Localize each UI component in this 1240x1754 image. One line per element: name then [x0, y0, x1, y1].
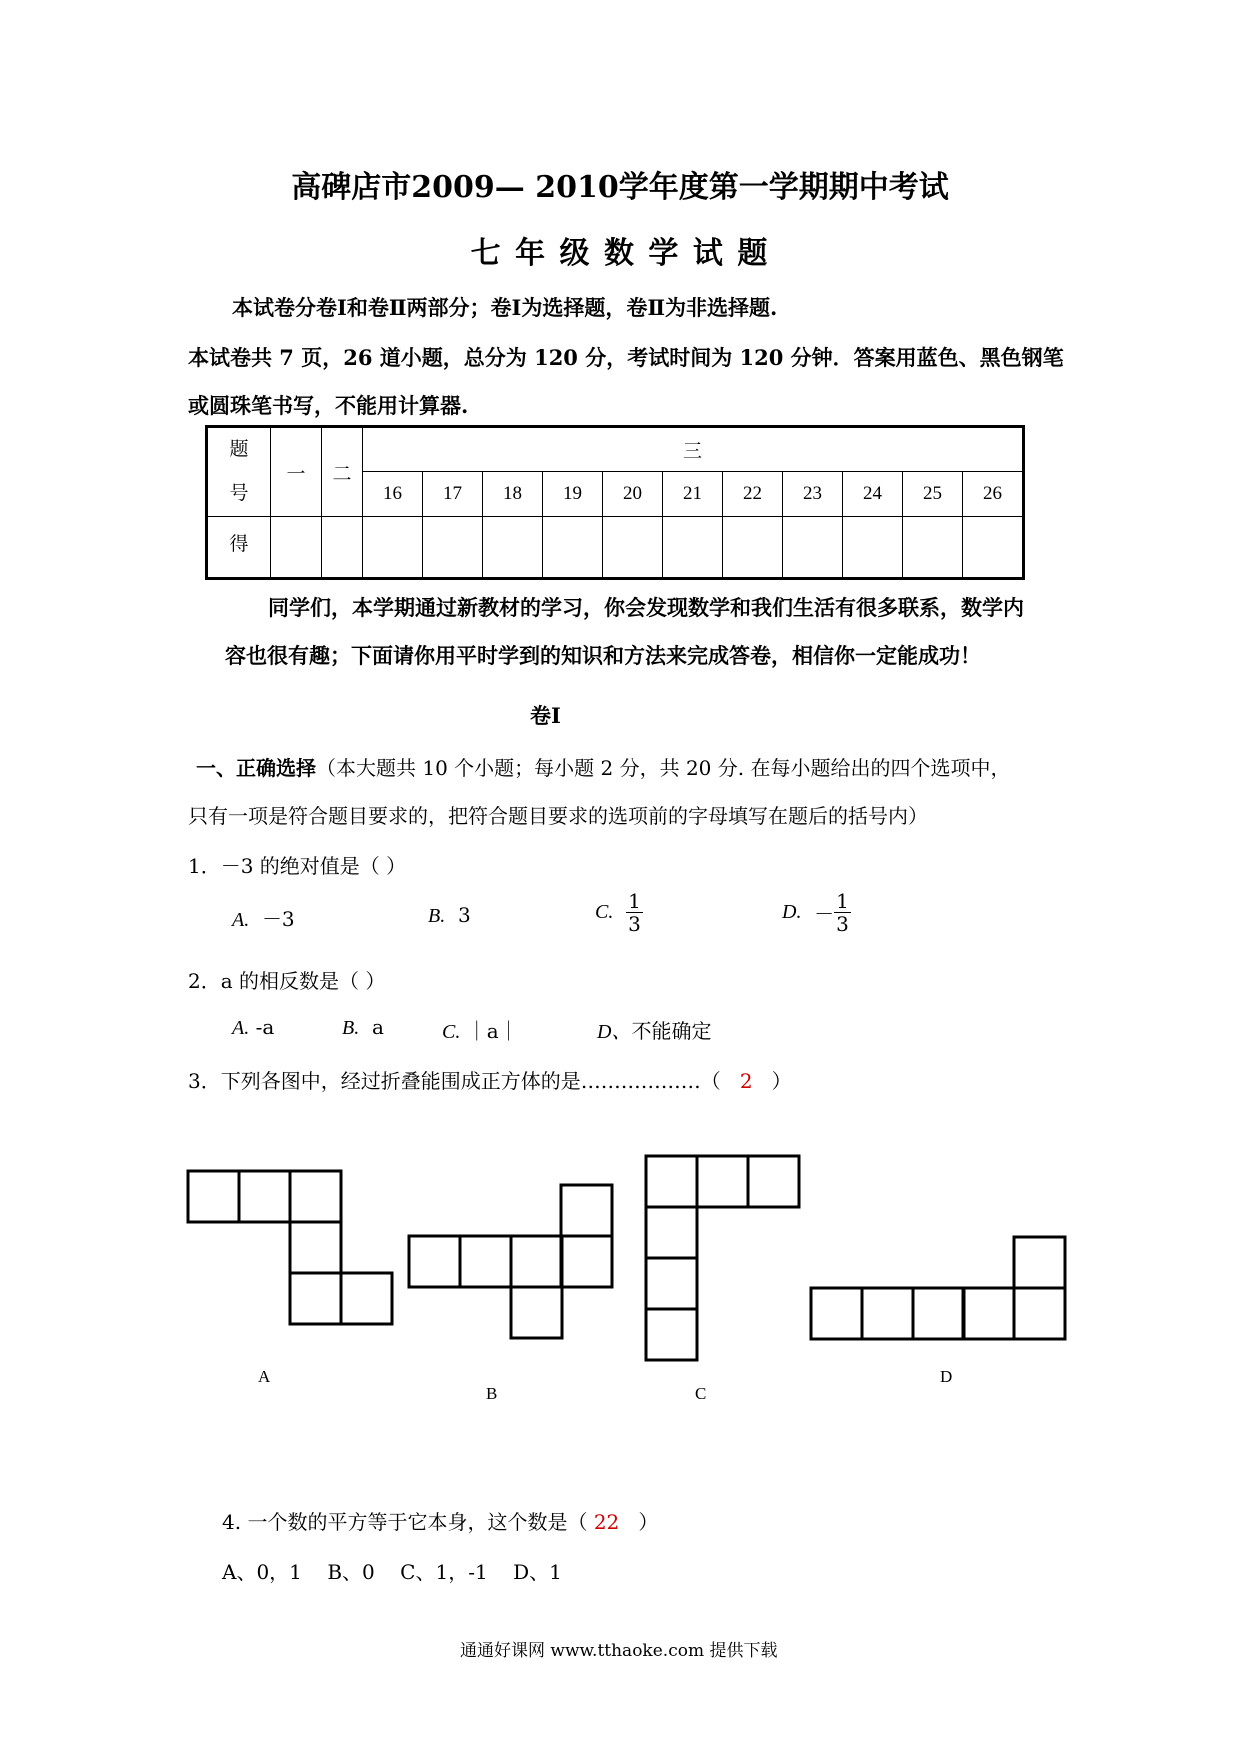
score-table-section-three: 三: [363, 427, 1024, 472]
score-table-number: 26: [963, 472, 1024, 517]
q1-option-a-label: A.: [232, 909, 250, 931]
cube-net-b: [409, 1185, 612, 1338]
encourage-line-2: 容也很有趣；下面请你用平时学到的知识和方法来完成答卷，相信你一定能成功！: [225, 643, 981, 668]
score-table-label-mid: 号: [229, 483, 249, 504]
section1-desc-2: 只有一项是符合题目要求的，把符合题目要求的选项前的字母填写在题后的括号内）: [188, 804, 928, 828]
q3-stem: 3．下列各图中，经过折叠能围成正方体的是………………（: [188, 1069, 721, 1093]
score-table-score-label: 得: [207, 517, 271, 579]
intro-line-1: 本试卷分卷Ⅰ和卷Ⅱ两部分；卷Ⅰ为选择题，卷Ⅱ为非选择题.: [232, 295, 778, 320]
q1-option-d-denominator: 3: [836, 912, 849, 936]
section1-heading: 一、正确选择: [196, 756, 316, 780]
score-table-number: 22: [723, 472, 783, 517]
score-table-section-one: 一: [271, 427, 322, 517]
q4-options: A、0，1 B、0 C、1，-1 D、1: [222, 1560, 562, 1584]
q2-option-a-label: A.: [232, 1017, 250, 1039]
q2-option-a-text: -a: [255, 1015, 275, 1039]
score-table-number: 18: [483, 472, 543, 517]
q2-stem: 2．a 的相反数是（ ）: [188, 969, 386, 993]
cube-net-label-b: B: [486, 1384, 498, 1403]
cube-net-label-a: A: [258, 1367, 271, 1386]
intro-line-3: 或圆珠笔书写，不能用计算器.: [188, 393, 469, 418]
q3-close: ）: [771, 1069, 792, 1093]
q3-answer: 2: [739, 1069, 753, 1093]
q1-option-d-sign: －: [814, 902, 835, 926]
exam-subtitle: 七 年 级 数 学 试 题: [470, 236, 770, 271]
score-table-number: 16: [363, 472, 423, 517]
score-table-number: 25: [903, 472, 963, 517]
q1-stem: 1．－3 的绝对值是（ ）: [188, 854, 407, 878]
score-table-number: 17: [423, 472, 483, 517]
page-footer: 通通好课网 www.tthaoke.com 提供下载: [460, 1641, 778, 1661]
q4-stem: 4. 一个数的平方等于它本身，这个数是（: [222, 1510, 588, 1534]
q1-option-c-denominator: 3: [628, 912, 641, 936]
score-table-number: 21: [663, 472, 723, 517]
q1-option-b-label: B.: [428, 905, 446, 927]
q1-option-c-label: C.: [595, 901, 614, 923]
exam-title: 高碑店市2009— 2010学年度第一学期期中考试: [291, 170, 949, 205]
encourage-line-1: 同学们，本学期通过新教材的学习，你会发现数学和我们生活有很多联系，数学内: [268, 595, 1024, 620]
section1-desc-1: （本大题共 10 个小题；每小题 2 分，共 20 分. 在每小题给出的四个选项中，: [316, 756, 1011, 780]
q4-close: ）: [638, 1510, 659, 1534]
score-table-number: 24: [843, 472, 903, 517]
q2-option-d-text: 不能确定: [631, 1019, 712, 1043]
q1-option-d-numerator: 1: [836, 889, 849, 913]
q1-option-c-numerator: 1: [628, 889, 641, 913]
q2-option-b-text: a: [371, 1015, 384, 1039]
score-table-section-two: 二: [322, 427, 363, 517]
intro-line-2: 本试卷共 7 页，26 道小题，总分为 120 分，考试时间为 120 分钟．答案用蓝色、黑色钢笔: [188, 345, 1064, 370]
score-table-number: 23: [783, 472, 843, 517]
volume-label: 卷Ⅰ: [530, 703, 561, 728]
score-table-label-top: 题: [229, 439, 249, 460]
q2-option-c-label: C.: [442, 1021, 461, 1043]
q1-option-a-text: －3: [261, 907, 295, 931]
q2-option-c-text: ｜a｜: [466, 1019, 519, 1043]
score-table-number: 19: [543, 472, 603, 517]
score-table-number: 20: [603, 472, 663, 517]
cube-net-d: [811, 1237, 1065, 1339]
cube-net-a: [188, 1171, 392, 1324]
q2-option-d-label: D、: [597, 1021, 632, 1043]
q1-option-b-text: 3: [457, 903, 471, 927]
cube-net-label-c: C: [695, 1384, 707, 1403]
q2-option-b-label: B.: [342, 1017, 360, 1039]
q4-stem-line: [222, 1506, 658, 1535]
cube-net-label-d: D: [940, 1367, 953, 1386]
q1-option-d-label: D.: [782, 901, 802, 923]
q4-answer: 22: [593, 1510, 620, 1534]
cube-net-c: [646, 1156, 799, 1360]
